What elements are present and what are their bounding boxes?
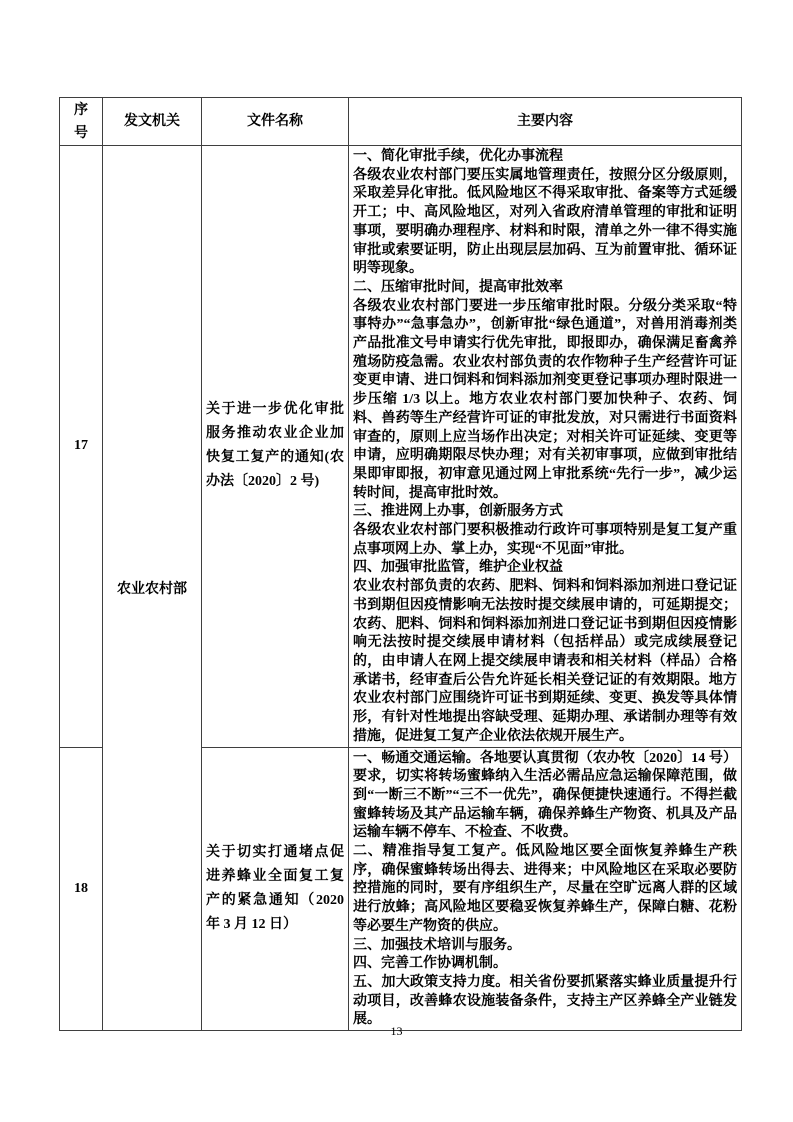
content-paragraph: 四、加强审批监管，维护企业权益 [353, 560, 563, 576]
header-doc-name: 文件名称 [202, 98, 349, 146]
content-paragraph: 四、完善工作协调机制。 [353, 956, 507, 972]
policy-documents-table [59, 97, 742, 1031]
content-paragraph: 二、精准指导复工复产。低风险地区要全面恢复养蜂生产秩序，确保蜜蜂转场出得去、进得来；中风险地区在采取必要防控措施的同时，要有序组织生产，尽量在空旷远离人群的区域进行放蜂；高风险地区要稳妥恢复养蜂生产，保障白糖、花粉等必要生产物资的供应。 [353, 844, 737, 934]
page-number: 13 [390, 1024, 403, 1038]
content-paragraph: 各级农业农村部门要进一步压缩审批时限。分级分类采取“特事特办”“急事急办”，创新审批“绿色通道”，对兽用消毒剂类产品批准文号申请实行优先审批，即报即办，确保满足畜禽养殖场防疫急需。农业农村部负责的农作物种子生产经营许可证变更申请、进口饲料和饲料添加剂变更登记事项办理时限进一步压缩 1/3 以上。地方农业农村部门要加快种子、农药、饲料、兽药等生产经营许可证的审批发放，对只需进行书面资料审查的，原则上应当场作出决定；对相关许可证延续、变更等申请，应明确期限尽快办理；对有关初审事项，应做到审批结果即审即报，初审意见通过网上审批系统“先行一步”，减少运转时间，提高审批时效。 [353, 298, 737, 501]
header-agency: 发文机关 [103, 98, 202, 146]
content-paragraph: 农业农村部负责的农药、肥料、饲料和饲料添加剂进口登记证书到期但因疫情影响无法按时提交续展申请的，可延期提交；农药、肥料、饲料和饲料添加剂进口登记证书到期但因疫情影响无法按时提交续展申请材料（包括样品）或完成续展登记的，由申请人在网上提交续展申请表和相关材料（样品）合格承诺书，经审查后公告允许延长相关登记证的有效期限。地方农业农村部门应围绕许可证书到期延续、变更、换发等具体情形，有针对性地提出容缺受理、延期办理、承诺制办理等有效措施，促进复工复产企业依法依规开展生产。 [353, 579, 737, 744]
row-number-cell: 17 [60, 146, 103, 748]
main-content-cell [349, 146, 742, 748]
content-paragraph: 一、简化审批手续，优化办事流程 [353, 149, 563, 164]
content-paragraph: 三、推进网上办事，创新服务方式 [353, 504, 563, 520]
main-content-cell [349, 747, 742, 1031]
content-paragraph: 各级农业农村部门要压实属地管理责任，按照分区分级原则，采取差异化审批。低风险地区不得采取审批、备案等方式延缓开工；中、高风险地区，对列入省政府清单管理的审批和证明事项，要明确办理程序、材料和时限，清单之外一律不得实施审批或索要证明，防止出现层层加码、互为前置审批、循环证明等现象。 [353, 167, 737, 277]
content-paragraph: 三、加强技术培训与服务。 [353, 937, 521, 953]
content-paragraph: 各级农业农村部门要积极推动行政许可事项特别是复工复产重点事项网上办、掌上办，实现“不见面”审批。 [353, 523, 737, 557]
header-seq-label: 序号 [74, 102, 88, 141]
doc-title-cell: 关于切实打通堵点促进养蜂业全面复工复产的紧急通知（2020 年 3 月 12 日） [202, 747, 349, 1031]
doc-title-cell: 关于进一步优化审批服务推动农业企业加快复工复产的通知(农办法〔2020〕2 号) [202, 146, 349, 748]
row-number-cell: 18 [60, 747, 103, 1031]
table-header-row [60, 98, 742, 146]
table-row-17 [60, 146, 742, 748]
header-main-content: 主要内容 [349, 98, 742, 146]
agency-cell: 农业农村部 [103, 146, 202, 1031]
content-paragraph: 二、压缩审批时间，提高审批效率 [353, 279, 563, 295]
content-paragraph: 一、畅通交通运输。各地要认真贯彻（农办牧〔2020〕14 号）要求，切实将转场蜜蜂纳入生活必需品应急运输保障范围，做到“一断三不断”“三不一优先”，确保便捷快速通行。不得拦截蜜蜂转场及其产品运输车辆，确保养蜂生产物资、机具及产品运输车辆不停车、不检查、不收费。 [353, 750, 737, 841]
header-seq [60, 98, 103, 146]
content-paragraph: 五、加大政策支持力度。相关省份要抓紧落实蜂业质量提升行动项目，改善蜂农设施装备条件，支持主产区养蜂全产业链发展。 [353, 974, 737, 1028]
